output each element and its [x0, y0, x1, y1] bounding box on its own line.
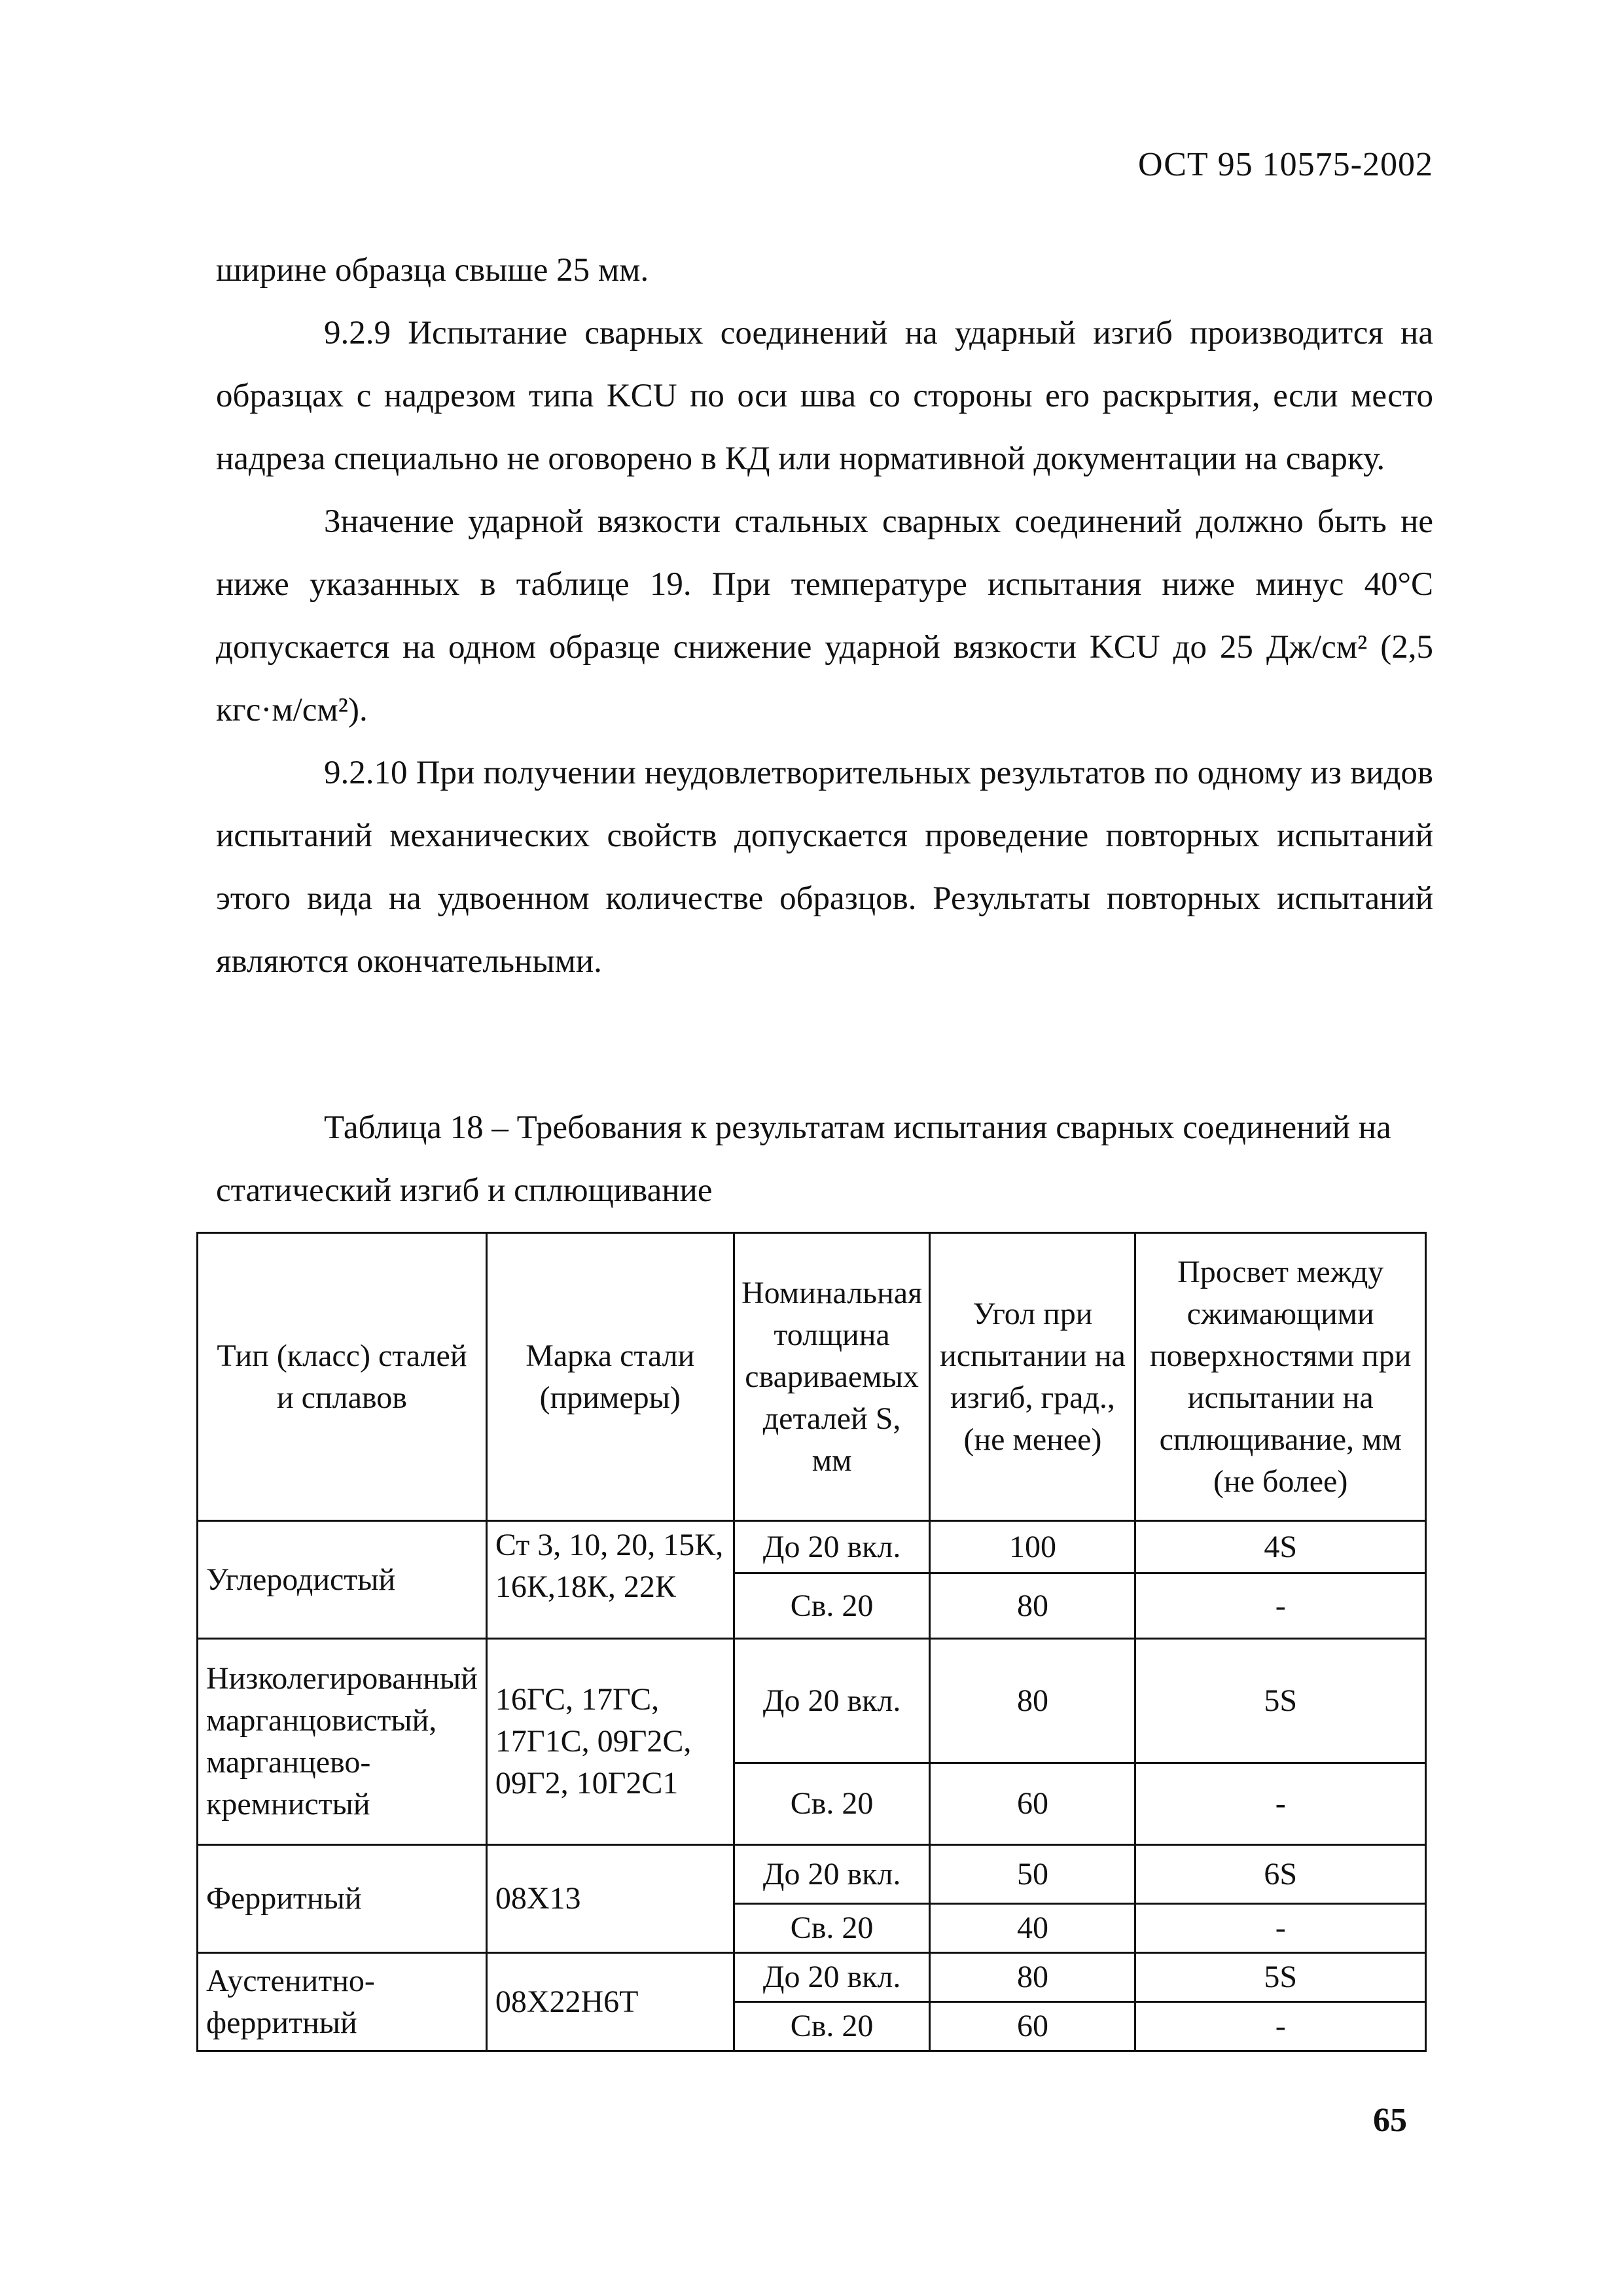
table-row [198, 1521, 1426, 1573]
cell-thickness: Св. 20 [734, 1763, 930, 1845]
cell-steel-type: Углеродистый [198, 1521, 487, 1639]
paragraph-9-2-10: 9.2.10 При получении неудовлетворительных результатов по одному из видов испытаний механических свойств допускается проведение повторных испытаний этого вида на удвоенном количестве образцов. Результаты повторных испытаний являются окончательными. [216, 755, 1433, 980]
body-text [216, 239, 1433, 993]
cell-thickness: До 20 вкл. [734, 1953, 930, 2002]
cell-bend-angle: 50 [930, 1845, 1135, 1904]
cell-flattening-gap: 5S [1135, 1639, 1426, 1763]
paragraph-continuation: ширине образца свыше 25 мм. [216, 252, 649, 289]
cell-bend-angle: 60 [930, 2002, 1135, 2051]
table-row [198, 1845, 1426, 1904]
cell-thickness: Св. 20 [734, 2002, 930, 2051]
cell-bend-angle: 40 [930, 1904, 1135, 1953]
document-code: ОСТ 95 10575-2002 [1138, 146, 1433, 183]
cell-flattening-gap: - [1135, 1573, 1426, 1639]
cell-flattening-gap: 6S [1135, 1845, 1426, 1904]
cell-bend-angle: 100 [930, 1521, 1135, 1573]
cell-flattening-gap: 5S [1135, 1953, 1426, 2002]
cell-steel-grade: 08Х13 [486, 1845, 734, 1953]
cell-steel-type: Аустенитно-ферритный [198, 1953, 487, 2051]
table-row [198, 1953, 1426, 2002]
cell-steel-type: Ферритный [198, 1845, 487, 1953]
header-steel-grade: Марка стали (примеры) [486, 1233, 734, 1521]
header-steel-type: Тип (класс) сталей и сплавов [198, 1233, 487, 1521]
paragraph-9-2-9: 9.2.9 Испытание сварных соединений на ударный изгиб производится на образцах с надрезом типа KCU по оси шва со стороны его раскрытия, если место надреза специально не оговорено в КД или нормативной документации на сварку. [216, 315, 1433, 477]
table-row [198, 1639, 1426, 1763]
cell-thickness: Св. 20 [734, 1904, 930, 1953]
header-flattening-gap: Просвет между сжимающими поверхностями при испытании на сплющивание, мм (не более) [1135, 1233, 1426, 1521]
table-18 [196, 1232, 1427, 2052]
header-bend-angle: Угол при испытании на изгиб, град., (не менее) [930, 1233, 1135, 1521]
header-thickness: Номинальная толщина свариваемых деталей S, мм [734, 1233, 930, 1521]
table-caption: Таблица 18 – Требования к результатам испытания сварных соединений на статический изгиб и сплющивание [216, 1109, 1391, 1209]
cell-bend-angle: 80 [930, 1953, 1135, 2002]
cell-thickness: До 20 вкл. [734, 1845, 930, 1904]
cell-thickness: До 20 вкл. [734, 1639, 930, 1763]
cell-bend-angle: 60 [930, 1763, 1135, 1845]
cell-steel-grade: 08Х22Н6Т [486, 1953, 734, 2051]
cell-bend-angle: 80 [930, 1639, 1135, 1763]
paragraph-impact-toughness: Значение ударной вязкости стальных сварных соединений должно быть не ниже указанных в таблице 19. При температуре испытания ниже минус 40°С допускается на одном образце снижение ударной вязкости KCU до 25 Дж/см² (2,5 кгс·м/см²). [216, 503, 1433, 728]
cell-flattening-gap: 4S [1135, 1521, 1426, 1573]
cell-bend-angle: 80 [930, 1573, 1135, 1639]
cell-flattening-gap: - [1135, 1763, 1426, 1845]
table-header-row [198, 1233, 1426, 1521]
page-number: 65 [1373, 2102, 1407, 2139]
cell-thickness: До 20 вкл. [734, 1521, 930, 1573]
cell-steel-grade: 16ГС, 17ГС, 17Г1С, 09Г2С, 09Г2, 10Г2С1 [486, 1639, 734, 1845]
cell-steel-type: Низколегированный марганцовистый, марганцево-кремнистый [198, 1639, 487, 1845]
cell-flattening-gap: - [1135, 2002, 1426, 2051]
cell-flattening-gap: - [1135, 1904, 1426, 1953]
cell-steel-grade: Ст 3, 10, 20, 15К, 16К,18К, 22К [486, 1521, 734, 1639]
cell-thickness: Св. 20 [734, 1573, 930, 1639]
